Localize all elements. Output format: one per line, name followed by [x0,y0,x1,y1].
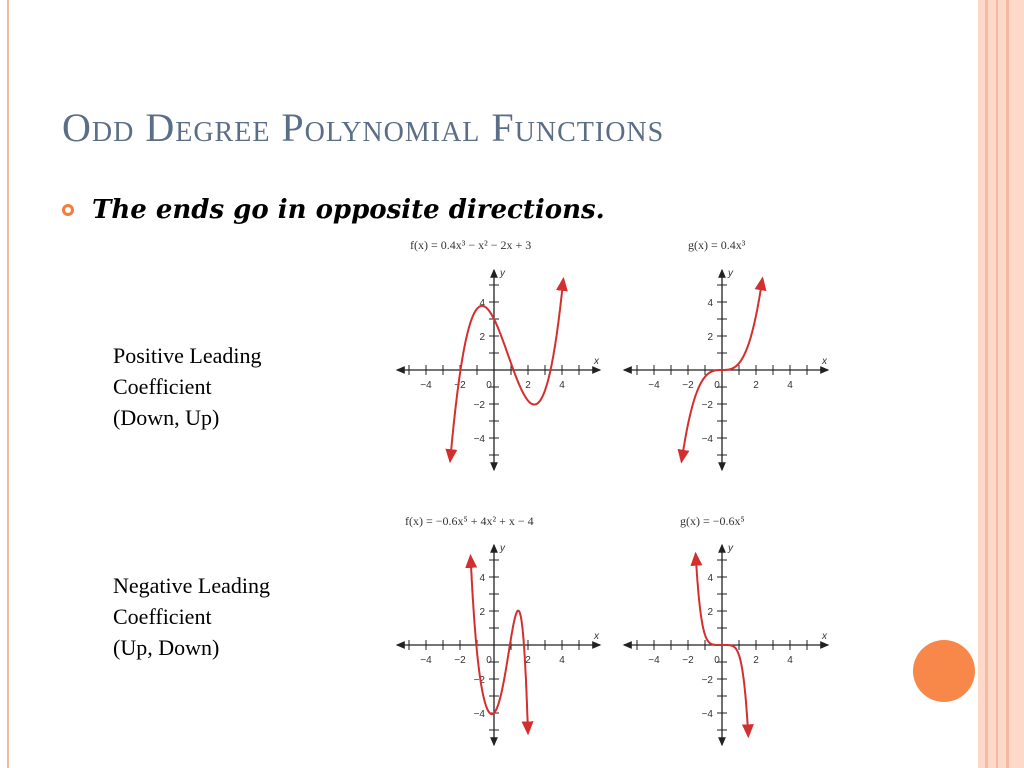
y-axis-label: y [728,268,733,279]
x-axis-label: x [594,631,599,642]
label-line: (Down, Up) [113,405,220,430]
x-tick-label: −2 [454,380,466,391]
y-axis-label: y [500,543,505,554]
x-tick-label: 2 [525,655,531,666]
x-axis-label: x [822,631,827,642]
y-tick-label: −2 [701,400,713,411]
x-tick-label: 0 [714,380,720,391]
y-tick-label: 4 [479,573,485,584]
y-tick-label: 2 [479,607,485,618]
label-line: Negative Leading [113,573,270,598]
y-tick-label: −4 [701,709,713,720]
y-tick-label: −4 [701,434,713,445]
y-tick-label: −2 [473,400,485,411]
y-tick-label: −4 [473,709,485,720]
x-tick-label: 2 [753,380,759,391]
y-tick-label: −2 [701,675,713,686]
y-axis-label: y [728,543,733,554]
x-tick-label: −4 [420,655,432,666]
label-line: (Up, Down) [113,635,220,660]
x-tick-label: −4 [648,655,660,666]
label-line: Coefficient [113,374,212,399]
x-tick-label: −2 [682,655,694,666]
x-tick-label: −2 [454,655,466,666]
y-tick-label: −2 [473,675,485,686]
y-tick-label: 2 [707,607,713,618]
x-tick-label: −4 [648,380,660,391]
x-tick-label: 4 [559,380,565,391]
equation-caption: g(x) = 0.4x³ [688,238,746,252]
y-axis-label: y [500,268,505,279]
x-tick-label: −4 [420,380,432,391]
equation-caption: g(x) = −0.6x⁵ [680,514,745,528]
x-tick-label: 2 [753,655,759,666]
x-tick-label: 4 [787,380,793,391]
equation-caption: f(x) = 0.4x³ − x² − 2x + 3 [410,238,532,252]
x-tick-label: 2 [525,380,531,391]
slide-title: Odd Degree Polynomial Functions [62,105,665,150]
x-tick-label: 4 [559,655,565,666]
y-tick-label: 4 [707,298,713,309]
y-tick-label: 4 [707,573,713,584]
decorative-orange-circle [913,640,975,702]
equation-caption: f(x) = −0.6x⁵ + 4x² + x − 4 [405,514,534,528]
y-tick-label: −4 [473,434,485,445]
bullet-text: The ends go in opposite directions. [92,195,605,225]
label-line: Coefficient [113,604,212,629]
x-axis-label: x [822,356,827,367]
x-tick-label: −2 [682,380,694,391]
x-axis-label: x [594,356,599,367]
x-tick-label: 4 [787,655,793,666]
y-tick-label: 2 [479,332,485,343]
x-tick-label: 0 [714,655,720,666]
y-tick-label: 2 [707,332,713,343]
y-tick-label: 4 [479,298,485,309]
x-tick-label: 0 [486,655,492,666]
x-tick-label: 0 [486,380,492,391]
label-line: Positive Leading [113,343,262,368]
